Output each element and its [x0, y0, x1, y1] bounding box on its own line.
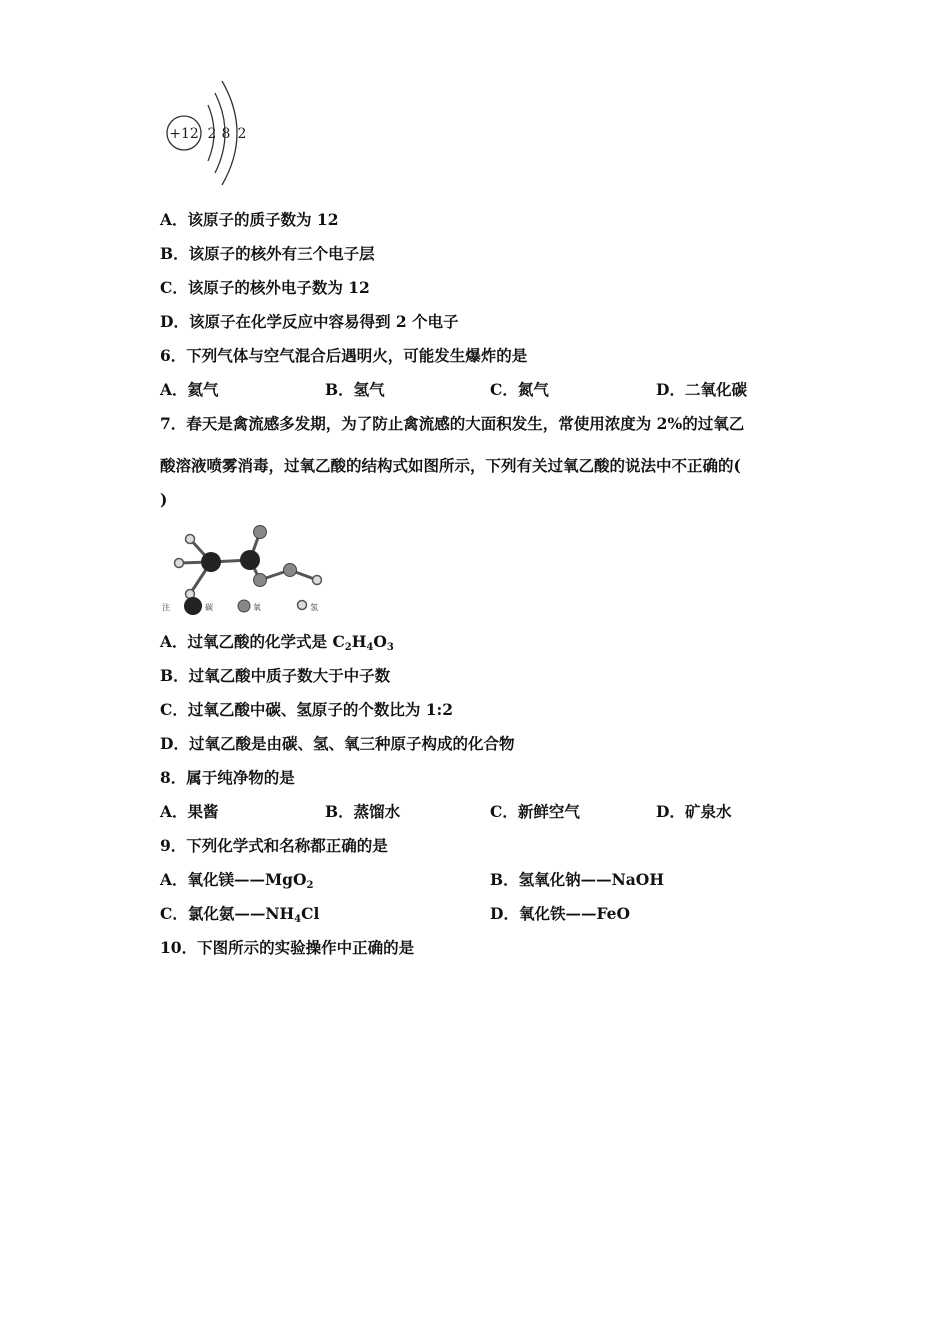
formula-o: O — [373, 632, 387, 651]
q10-stem: 10．下图所示的实验操作中正确的是 — [160, 938, 415, 957]
nucleus-charge: +12 — [169, 126, 199, 142]
q7-stem-line3: ) — [160, 490, 168, 509]
q5-option-c: C．该原子的核外电子数为 12 — [160, 278, 370, 297]
q9-option-d: D．氧化铁——FeO — [490, 904, 630, 923]
q5-option-b: B．该原子的核外有三个电子层 — [160, 244, 375, 263]
q9-option-a-text: A．氧化镁——MgO — [160, 870, 307, 889]
q7-option-b: B．过氧乙酸中质子数大于中子数 — [160, 666, 391, 685]
q9-stem: 9．下列化学式和名称都正确的是 — [160, 836, 388, 855]
q8-option-d: D．矿泉水 — [656, 802, 732, 821]
q6-option-d: D．二氧化碳 — [656, 380, 747, 399]
q8-option-b: B．蒸馏水 — [325, 802, 401, 821]
q7-stem-line2: 酸溶液喷雾消毒，过氧乙酸的结构式如图所示，下列有关过氧乙酸的说法中不正确的( — [160, 456, 741, 475]
q5-option-d: D．该原子在化学反应中容易得到 2 个电子 — [160, 312, 459, 331]
q5-option-a: A．该原子的质子数为 12 — [160, 210, 339, 229]
q7-option-a — [160, 632, 394, 652]
q7-option-d: D．过氧乙酸是由碳、氢、氧三种原子构成的化合物 — [160, 734, 515, 753]
legend-oxygen-label: 氧 — [253, 603, 261, 612]
oxygen-atom — [284, 564, 297, 577]
legend-oxygen-swatch — [238, 600, 250, 612]
formula-o-sub: 3 — [386, 642, 394, 653]
q9-option-a-sub: 2 — [306, 880, 314, 891]
q6-stem: 6．下列气体与空气混合后遇明火，可能发生爆炸的是 — [160, 346, 528, 365]
q9-option-c-tail: Cl — [301, 904, 320, 923]
formula-c-sub: 2 — [344, 642, 352, 653]
legend-hydrogen-label: 氢 — [310, 603, 318, 612]
q9-option-c-sub: 4 — [294, 914, 302, 925]
q7-option-a-text: A．过氧乙酸的化学式是 — [160, 632, 333, 651]
peracetic-acid-structure — [160, 518, 335, 618]
formula-c: C — [332, 632, 345, 651]
q9-option-c-text: C．氯化氨——NH — [160, 904, 295, 923]
carbon-atom — [240, 550, 260, 570]
shell-count-1: 2 — [207, 126, 217, 142]
q6-option-a: A．氦气 — [160, 380, 219, 399]
hydrogen-atom — [186, 535, 195, 544]
oxygen-atom — [254, 574, 267, 587]
q8-stem: 8．属于纯净物的是 — [160, 768, 295, 787]
q9-option-a — [160, 870, 314, 890]
q8-option-c: C．新鲜空气 — [490, 802, 580, 821]
formula-h: H — [351, 632, 367, 651]
carbon-atom — [201, 552, 221, 572]
q7-stem-line1: 7．春天是禽流感多发期，为了防止禽流感的大面积发生，常使用浓度为 2%的过氧乙 — [160, 414, 745, 433]
legend-carbon-swatch — [184, 597, 202, 615]
shell-count-3: 2 — [237, 126, 247, 142]
legend-prefix: 注 — [162, 603, 170, 612]
q9-option-c — [160, 904, 319, 924]
q8-option-a: A．果酱 — [160, 802, 219, 821]
q6-option-b: B．氢气 — [325, 380, 385, 399]
legend-carbon-label: 碳 — [205, 603, 213, 612]
hydrogen-atom — [313, 576, 322, 585]
q9-option-b: B．氢氧化钠——NaOH — [490, 870, 664, 889]
q7-option-c: C．过氧乙酸中碳、氢原子的个数比为 1:2 — [160, 700, 454, 719]
shell-count-2: 8 — [221, 126, 231, 142]
oxygen-atom — [254, 526, 267, 539]
q6-option-c: C．氮气 — [490, 380, 549, 399]
atom-structure-diagram — [160, 75, 270, 190]
hydrogen-atom — [175, 559, 184, 568]
legend-hydrogen-swatch — [298, 601, 307, 610]
formula-h-sub: 4 — [366, 642, 374, 653]
